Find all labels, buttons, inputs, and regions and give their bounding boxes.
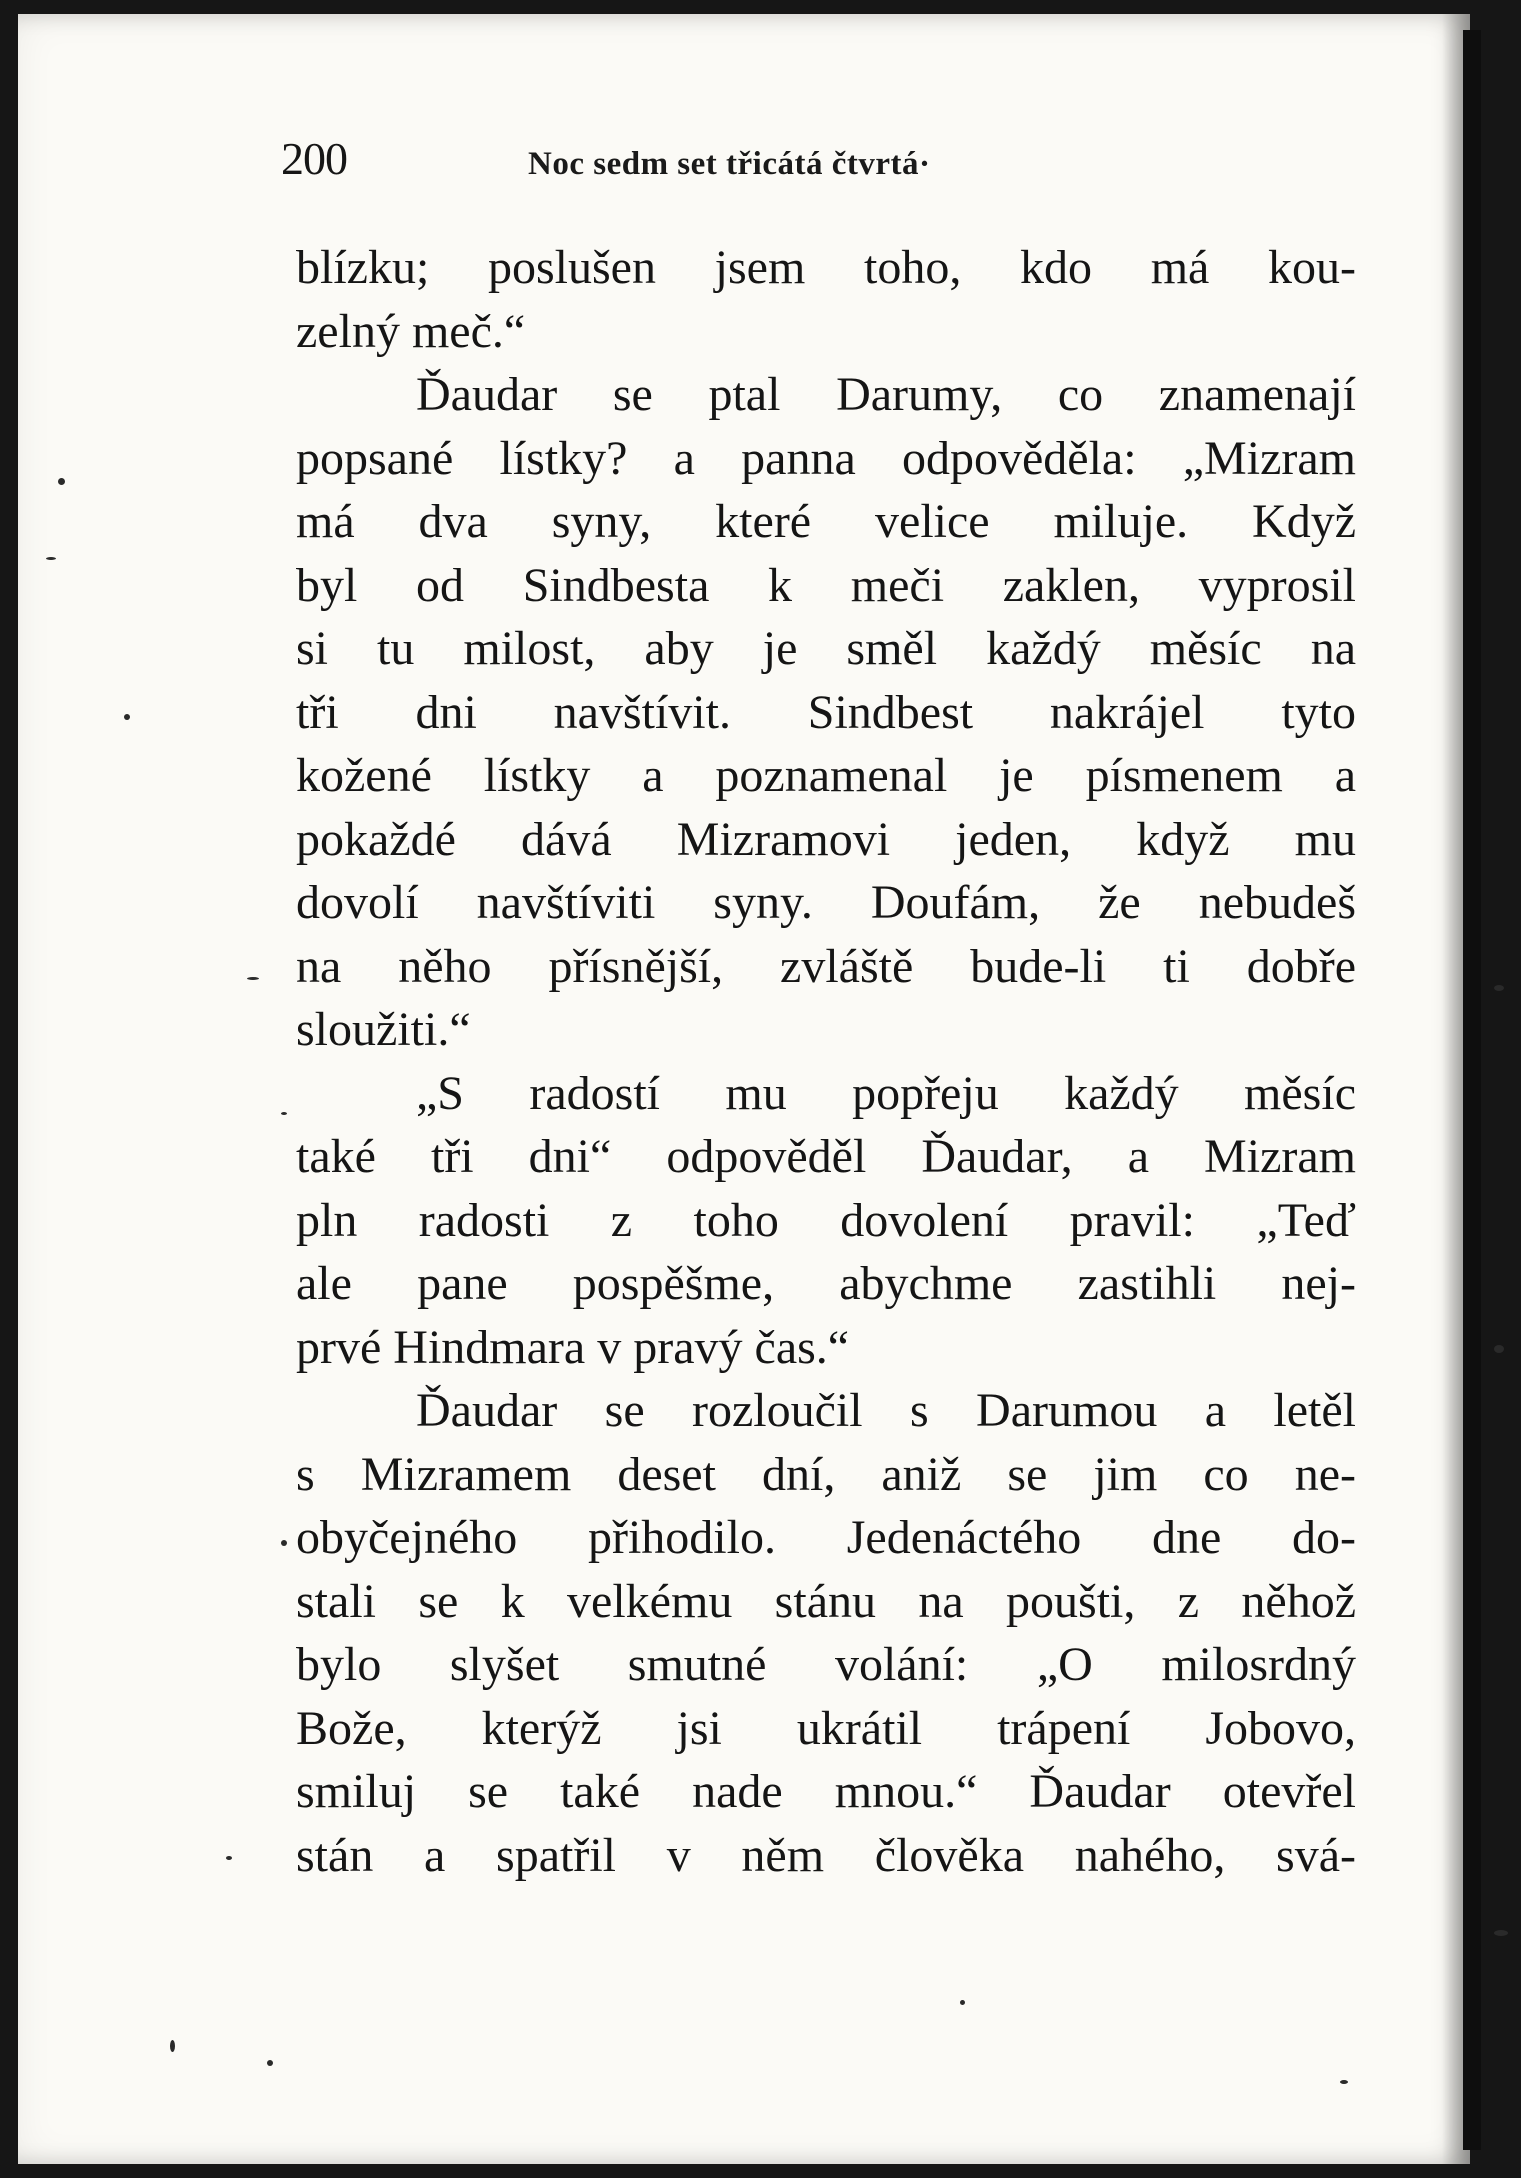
- text-line: stán a spatřil v něm člověka nahého, svá-: [296, 1828, 1356, 1882]
- text-line: Ďaudar se rozloučil s Darumou a letěl: [416, 1384, 1356, 1437]
- body-text: [296, 236, 1356, 1887]
- text-line: tři dni navštívit. Sindbest nakrájel tyto: [296, 685, 1356, 739]
- running-head: Noc sedm set třicátá čtvrtá·: [528, 146, 931, 182]
- ink-speck: [960, 2000, 965, 2005]
- ink-speck: [46, 557, 56, 560]
- ink-speck: [281, 1540, 287, 1546]
- text-line: s Mizramem deset dní, aniž se jim co ne-: [296, 1447, 1356, 1501]
- text-line: pokaždé dává Mizramovi jeden, když mu: [296, 812, 1356, 866]
- ink-speck: [1494, 1930, 1508, 1936]
- text-line: má dva syny, které velice miluje. Když: [296, 495, 1356, 548]
- page-header: [281, 132, 1241, 192]
- text-line: prvé Hindmara v pravý čas.“: [296, 1320, 850, 1374]
- text-line: si tu milost, aby je směl každý měsíc na: [296, 622, 1356, 675]
- ink-speck: [1494, 1345, 1504, 1353]
- text-line: blízku; poslušen jsem toho, kdo má kou-: [296, 241, 1356, 294]
- binding-edge: [1463, 30, 1481, 2150]
- text-line: kožené lístky a poznamenal je písmenem a: [296, 749, 1356, 802]
- text-line: na něho přísnější, zvláště bude-li ti dobře: [296, 939, 1356, 993]
- text-line: dovolí navštíviti syny. Doufám, že nebudeš: [296, 876, 1356, 929]
- text-line: pln radosti z toho dovolení pravil: „Teď: [296, 1193, 1356, 1247]
- text-line: stali se k velkému stánu na poušti, z něhož: [296, 1574, 1356, 1628]
- ink-speck: [170, 2040, 175, 2052]
- text-line: sloužiti.“: [296, 1003, 471, 1056]
- text-line: „S radostí mu popřeju každý měsíc: [416, 1066, 1356, 1120]
- text-line: obyčejného přihodilo. Jedenáctého dne do-: [296, 1511, 1356, 1564]
- ink-speck: [124, 714, 130, 720]
- page-number: 200: [281, 133, 347, 184]
- text-line: zelný meč.“: [296, 304, 526, 358]
- text-line: byl od Sindbesta k meči zaklen, vyprosil: [296, 558, 1356, 612]
- text-line: Bože, kterýž jsi ukrátil trápení Jobovo,: [296, 1701, 1356, 1755]
- text-line: ale pane pospěšme, abychme zastihli nej-: [296, 1257, 1356, 1310]
- ink-speck: [58, 478, 65, 485]
- text-line: také tři dni“ odpověděl Ďaudar, a Mizram: [296, 1130, 1356, 1183]
- ink-speck: [226, 1856, 232, 1860]
- ink-speck: [1494, 985, 1504, 991]
- text-line: smiluj se také nade mnou.“ Ďaudar otevřel: [296, 1765, 1356, 1818]
- ink-speck: [247, 977, 259, 980]
- ink-speck: [1340, 2080, 1348, 2084]
- text-line: Ďaudar se ptal Darumy, co znamenají: [416, 368, 1356, 421]
- text-line: bylo slyšet smutné volání: „O milosrdný: [296, 1638, 1356, 1691]
- text-line: popsané lístky? a panna odpověděla: „Mizram: [296, 431, 1356, 485]
- ink-speck: [281, 1112, 287, 1115]
- ink-speck: [267, 2060, 273, 2066]
